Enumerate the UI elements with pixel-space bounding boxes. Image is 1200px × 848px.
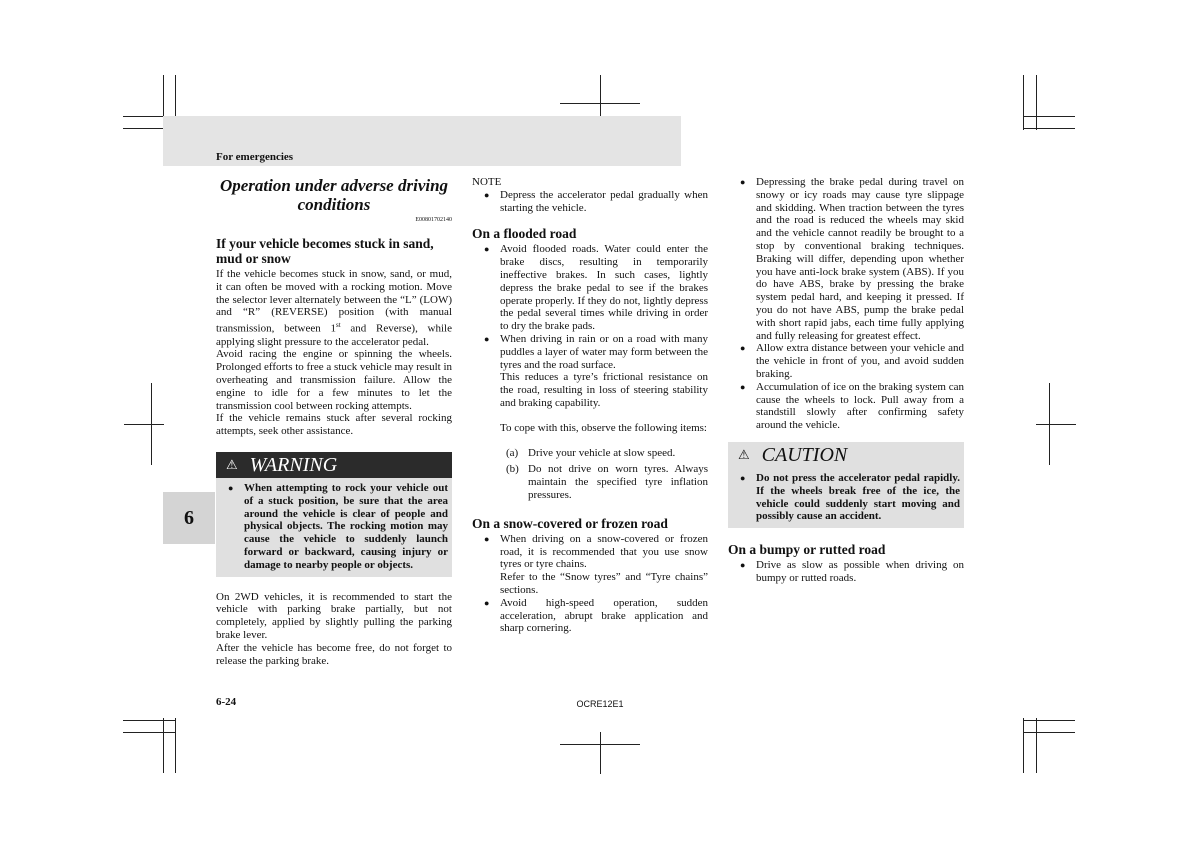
section-title: For emergencies xyxy=(216,151,294,163)
warning-body xyxy=(216,478,452,577)
note-label: NOTE xyxy=(472,176,502,188)
caution-body xyxy=(728,468,964,528)
crop-mark xyxy=(1036,424,1076,425)
crop-mark xyxy=(124,424,164,425)
document-code: OCRE12E1 xyxy=(576,699,624,709)
crop-mark xyxy=(560,103,640,104)
column-right xyxy=(728,176,964,585)
list-item: ● Drive as slow as possible when driving on bumpy or rutted roads. xyxy=(728,559,964,585)
crop-mark xyxy=(1036,718,1037,773)
stuck-heading: If your vehicle becomes stuck in sand, mud or snow xyxy=(216,236,434,266)
bumpy-heading: On a bumpy or rutted road xyxy=(728,542,886,558)
warning-triangle-icon: ⚠ xyxy=(738,446,750,462)
crop-mark xyxy=(600,732,601,774)
crop-mark xyxy=(1023,116,1075,117)
caution-box xyxy=(728,442,964,528)
column-middle xyxy=(472,176,708,635)
warning-title: WARNING xyxy=(249,453,338,476)
crop-mark xyxy=(560,744,640,745)
crop-mark xyxy=(123,720,175,721)
numbered-item: (b) Do not drive on worn tyres. Always maintain the specified tyre inflation pressures. xyxy=(506,463,708,501)
paragraph: On 2WD vehicles, it is recommended to start the vehicle with parking brake partially, but not completely, applied by slightly pulling the parking brake lever. xyxy=(216,590,452,641)
note-item: ● Depress the accelerator pedal gradually when starting the vehicle. xyxy=(472,189,708,215)
flooded-heading: On a flooded road xyxy=(472,226,577,242)
warning-item: ● When attempting to rock your vehicle out of a stuck position, be sure that the area around the vehicle is clear of people and physical objects. The rocking motion may cause the vehicle to suddenly launch forward or backward, causing injury or damage to nearby people or objects. xyxy=(216,482,448,572)
list-item: ● Avoid flooded roads. Water could enter the brake discs, resulting in temporarily ineffective brakes. In such cases, lightly depress the brake pedal to see if the brakes operate properly. If they do not, lightly depress the pedal several times while driving in order to dry the brake pads. xyxy=(472,243,708,333)
cope-text: To cope with this, observe the following items: xyxy=(500,421,707,434)
list-item-continued: Refer to the “Snow tyres” and “Tyre chains” sections. xyxy=(500,571,708,596)
list-item: ● Accumulation of ice on the braking system can cause the wheels to lock. Pull away from a standstill slowly after confirming safety around the vehicle. xyxy=(728,381,964,432)
section-code: E00801702140 xyxy=(415,217,452,223)
list-item: ● When driving on a snow-covered or frozen road, it is recommended that you use snow tyres or tyre chains. xyxy=(472,533,708,571)
crop-mark xyxy=(1023,718,1024,773)
crop-mark xyxy=(1023,75,1024,130)
list-item: ● When driving in rain or on a road with many puddles a layer of water may form between the tyres and the road surface. xyxy=(472,333,708,371)
crop-mark xyxy=(1023,128,1075,129)
paragraph: If the vehicle remains stuck after several rocking attempts, seek other assistance. xyxy=(216,412,452,438)
page-number: 6-24 xyxy=(216,696,237,708)
caution-header xyxy=(728,442,964,468)
caution-item: ● Do not press the accelerator pedal rapidly. If the wheels break free of the ice, the vehicle could suddenly start moving and possibly cause an accident. xyxy=(728,472,960,523)
numbered-item: (a) Drive your vehicle at slow speed. xyxy=(506,446,676,459)
warning-header xyxy=(216,452,452,478)
paragraph: After the vehicle has become free, do not forget to release the parking brake. xyxy=(216,641,452,667)
list-item-continued: This reduces a tyre’s frictional resistance on the road, resulting in loss of steering stability and braking capability. xyxy=(500,371,708,409)
column-left xyxy=(216,176,452,667)
page-title: Operation under adverse driving conditions xyxy=(219,176,449,214)
crop-mark xyxy=(1023,732,1075,733)
paragraph: If the vehicle becomes stuck in snow, sand, or mud, it can often be moved with a rocking motion. Move the selector lever alternately between the “L” (LOW) and “R” (REVERSE) position (with manual transmission, between 1st and Reverse), while applying slight pressure to the accelerator pedal. xyxy=(216,268,452,348)
list-item: ● Allow extra distance between your vehicle and the vehicle in front of you, and avoid sudden braking. xyxy=(728,342,964,380)
list-item: ● Avoid high-speed operation, sudden acceleration, abrupt brake application and sharp cornering. xyxy=(472,597,708,635)
crop-mark xyxy=(175,718,176,773)
crop-mark xyxy=(123,732,175,733)
crop-mark xyxy=(1036,75,1037,130)
paragraph: Avoid racing the engine or spinning the wheels. Prolonged efforts to free a stuck vehicle may result in overheating and transmission failure. Allow the engine to idle for a few minutes to let the transmission cool between rocking attempts. xyxy=(216,348,452,412)
list-item: ● Depressing the brake pedal during travel on snowy or icy roads may cause tyre slippage and skidding. When traction between the tyres and the road is reduced the wheels may skid and the vehicle cannot readily be brought to a stop by conventional braking techniques. Braking will differ, depending upon whether you have anti-lock brake system (ABS). If you do have ABS, brake by pressing the brake system pedal hard, and keeping it pressed. If you do not have ABS, pump the brake pedal with short rapid jabs, each time fully applying and fully releasing for greatest effect. xyxy=(728,176,964,342)
crop-mark xyxy=(163,718,164,773)
caution-title: CAUTION xyxy=(761,443,848,466)
chapter-tab: 6 xyxy=(163,492,215,544)
snow-heading: On a snow-covered or frozen road xyxy=(472,515,668,531)
warning-triangle-icon: ⚠ xyxy=(226,456,238,472)
warning-box xyxy=(216,452,452,577)
crop-mark xyxy=(1023,720,1075,721)
